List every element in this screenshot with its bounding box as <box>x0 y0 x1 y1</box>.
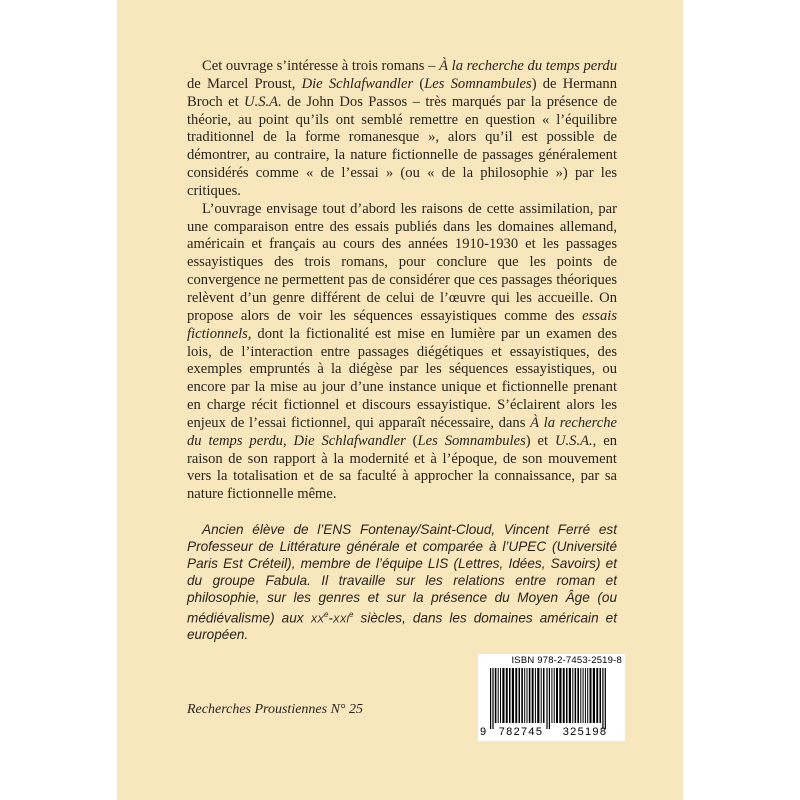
superscript: e <box>323 609 329 619</box>
barcode-bar <box>551 668 552 723</box>
barcode-bar <box>492 668 493 729</box>
book-title: U.S.A. <box>554 432 593 449</box>
barcode-bar <box>537 668 539 723</box>
barcode-bar <box>515 668 517 723</box>
barcode-bar <box>569 668 571 723</box>
barcode-bar <box>509 668 511 723</box>
text-run: ) de Hermann Broch et <box>187 75 617 110</box>
barcode-bar <box>585 668 586 723</box>
barcode-bar <box>506 668 508 723</box>
author-bio <box>187 522 617 644</box>
barcode-bar <box>583 668 584 723</box>
book-title: À la recherche du temps perdu <box>187 414 617 449</box>
barcode-bar <box>529 668 531 723</box>
emphasis: essais fictionnels <box>187 307 617 342</box>
barcode-bar <box>563 668 565 723</box>
barcode-bar <box>500 668 501 723</box>
barcode-bar <box>498 668 499 723</box>
barcode-digit-lead: 9 <box>480 726 487 738</box>
text-run: , <box>282 432 294 449</box>
text-run: siècles, dans les domaines américain et européen. <box>187 610 617 642</box>
barcode-bar <box>519 668 521 723</box>
text-run: L’ouvrage envisage tout d’abord les raisons de cette assimilation, par une comparaison entre des essais publiés dans les domaines allemand, américain et français au cours des années 1910-1930 et les passages essayistiques des trois romans, pour conclure que les points de convergence ne permettent pas de considérer que ces passages théoriques relèvent d’un genre différent de celui de l’œuvre qui les accueille. On propose alors de voir les séquences essayistiques comme des <box>187 200 617 324</box>
barcode-bar <box>535 668 536 723</box>
book-title: À la recherche du temps perdu <box>439 58 618 74</box>
barcode-digit-group-1: 782745 <box>498 726 544 738</box>
barcode-bar <box>502 668 504 723</box>
barcode-bar <box>575 668 577 723</box>
barcode-bar <box>512 668 514 723</box>
barcode-bar <box>527 668 528 723</box>
barcode-bar <box>532 668 534 723</box>
barcode-bar <box>559 668 561 723</box>
barcode-digits <box>480 726 625 738</box>
barcode-bar <box>596 668 598 723</box>
century-numeral: xx <box>310 610 324 626</box>
barcode-bar <box>543 668 545 723</box>
barcode-bar <box>546 668 547 729</box>
isbn-number: ISBN 978-2-7453-2519-8 <box>511 655 622 666</box>
text-run: de Marcel Proust, <box>187 75 302 92</box>
century-numeral: xxi <box>332 610 350 626</box>
barcode-digit-group-2: 325198 <box>562 726 608 738</box>
book-back-cover <box>117 0 683 800</box>
barcode-bar <box>524 668 525 723</box>
barcode-bar <box>605 668 606 729</box>
barcode-bar <box>600 668 602 723</box>
synopsis-paragraph-1 <box>187 58 617 201</box>
text-run: , dont la fictionalité est mise en lumière par un examen des lois, de l’interaction entre passages diégétiques et essayistiques, des exemples empruntés à la diégèse par les séquences essayistiques, ou encore par la mise au jour d’une instance unique et fictionnelle prenant en charge récit fictionnel et discours essayistique. S’éclairent alors les enjeux de l’essai fictionnel, qui apparaît nécessaire, dans <box>187 325 617 431</box>
book-title: Les Somnambules <box>424 75 532 92</box>
text-run: ( <box>413 75 425 92</box>
text-run: ) et <box>525 432 555 449</box>
text-run: - <box>328 610 333 626</box>
isbn-barcode <box>478 654 625 741</box>
barcode-bar <box>554 668 555 723</box>
book-title: Die Schlafwandler <box>293 432 406 449</box>
barcode-bar <box>580 668 581 723</box>
barcode-bar <box>541 668 542 723</box>
text-run: , en raison de son rapport à la modernité et à l’époque, de son mouvement vers la totalisation et de sa faculté à approcher la connaissance, par sa nature fictionnelle même. <box>187 432 617 503</box>
synopsis-paragraph-2 <box>187 201 617 504</box>
barcode-bar <box>566 668 568 723</box>
book-title: Les Somnambules <box>417 432 526 449</box>
barcode-bar <box>593 668 595 723</box>
series-label: Recherches Proustiennes N° 25 <box>187 702 364 717</box>
barcode-bar <box>577 668 579 723</box>
synopsis <box>187 58 617 504</box>
text-run: de John Dos Passos – très marqués par la présence de théorie, au point qu’ils ont semblé remettre en question « l’équilibre traditionnel de la forme romanesque », alors qu’il est possible de démontrer, au contraire, la nature fictionnelle de passages généralement considérés comme « de l’essai » (ou « de la philosophie ») par les critiques. <box>187 93 617 199</box>
superscript: e <box>349 609 354 619</box>
book-title: Die Schlafwandler <box>301 75 414 92</box>
barcode-bar <box>549 668 550 729</box>
text-run: Cet ouvrage s’intéresse à trois romans – <box>202 58 440 74</box>
book-title: U.S.A. <box>244 93 282 110</box>
barcode-bar <box>521 668 523 723</box>
barcode-bar <box>572 668 573 723</box>
barcode-bar <box>602 668 603 729</box>
barcode-bar <box>587 668 588 723</box>
barcode-bar <box>490 668 491 729</box>
barcode-bar <box>495 668 497 723</box>
text-run: Ancien élève de l’ENS Fontenay/Saint-Cloud, Vincent Ferré est Professeur de Littérature générale et comparée à l’UPEC (Université Paris Est Créteil), membre de l’équipe LIS (Lettres, Idées, Savoirs) et du groupe Fabula. Il travaille sur les relations entre roman et philosophie, sur les genres et sur la présence du Moyen Âge (ou médiévalisme) aux <box>187 522 617 626</box>
barcode-bar <box>556 668 558 723</box>
author-bio-paragraph <box>187 522 617 644</box>
barcode-bar <box>590 668 592 723</box>
text-run: ( <box>405 432 418 449</box>
